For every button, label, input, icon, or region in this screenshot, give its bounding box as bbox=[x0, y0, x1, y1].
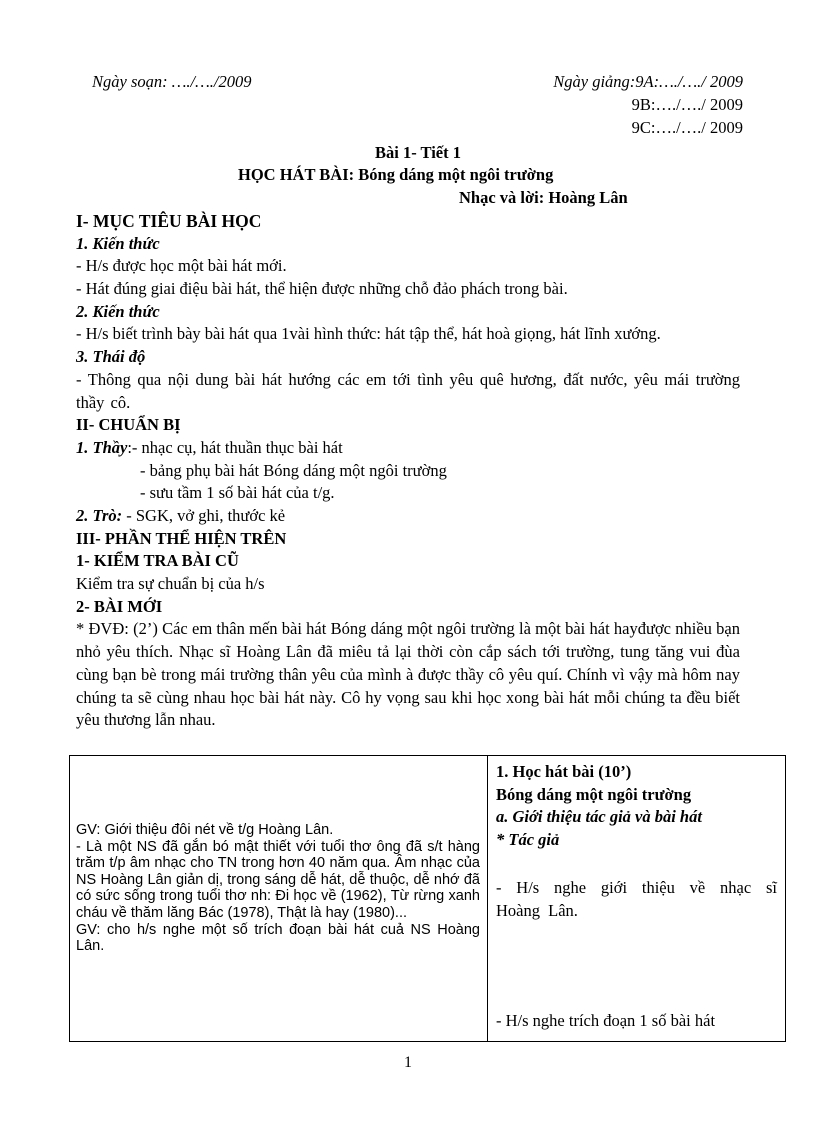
teacher-prep bbox=[76, 437, 740, 460]
teacher-item: - sưu tầm 1 số bài hát của t/g. bbox=[140, 483, 335, 503]
intro-subheading: a. Giới thiệu tác giả và bài hát bbox=[496, 807, 702, 826]
teacher-activity-line: GV: Giới thiệu đôi nét về t/g Hoàng Lân. bbox=[76, 822, 334, 838]
section3-heading: III- PHẦN THỂ HIỆN TRÊN bbox=[76, 528, 287, 548]
lesson-title: Bài 1- Tiết 1 bbox=[374, 143, 462, 162]
section1-sub3-text: - Thông qua nội dung bài hát hướng các em tới tình yêu quê hương, đất nước, yêu mái trường thầy cô. bbox=[76, 369, 740, 412]
learn-song-name: Bóng dáng một ngôi trường bbox=[496, 784, 692, 804]
song-title bbox=[238, 165, 553, 185]
learn-song-heading: 1. Học hát bài (10’) bbox=[496, 762, 632, 781]
check-heading: 1- KIỂM TRA BÀI CŨ bbox=[76, 551, 239, 571]
date-taught-9c: 9C:…./…./ 2009 bbox=[631, 118, 743, 137]
student-text: - SGK, vở ghi, thước kẻ bbox=[122, 505, 286, 525]
activity-table bbox=[69, 755, 786, 1042]
student-listen-author: - H/s nghe giới thiệu về nhạc sĩ Hoàng Lân. bbox=[496, 878, 777, 920]
section1-sub1-line: - H/s được học một bài hát mới. bbox=[76, 256, 287, 276]
author-subheading: * Tác giả bbox=[496, 829, 560, 849]
teacher-item: :- nhạc cụ, hát thuần thục bài hát bbox=[127, 437, 343, 457]
date-taught-9b: 9B:…./…./ 2009 bbox=[631, 95, 743, 114]
section1-sub1-line: - Hát đúng giai điệu bài hát, thể hiện được những chỗ đảo phách trong bài. bbox=[76, 279, 568, 299]
date-prepared: Ngày soạn: …./…./2009 bbox=[92, 72, 252, 91]
student-activity-column bbox=[488, 756, 785, 1041]
teacher-item: - bảng phụ bài hát Bóng dáng một ngôi trường bbox=[140, 460, 447, 480]
page-number: 1 bbox=[404, 1054, 412, 1071]
song-prefix: HỌC HÁT BÀI: bbox=[238, 165, 355, 184]
section2-heading: II- CHUẨN BỊ bbox=[76, 415, 181, 435]
lesson-body bbox=[76, 210, 740, 732]
section1-sub1: 1. Kiến thức bbox=[76, 233, 160, 253]
teacher-activity-line: - Là một NS đã gắn bó mật thiết với tuổi thơ ông đã s/t hàng trăm t/p âm nhạc cho TN trong hơn 40 năm qua. Âm nhạc của NS Hoàng Lân giản dị, trong sáng dễ hát, dễ thuộc, dễ nhớ đã có sức sống trong tuổi thơ nh: Đi học về (1962), Từ rừng xanh cháu về thăm lăng Bác (1978), Thật là hay (1980)... bbox=[76, 838, 480, 921]
song-author: Nhạc và lời: Hoàng Lân bbox=[459, 188, 628, 207]
section1-sub3: 3. Thái độ bbox=[76, 347, 146, 367]
song-name: Bóng dáng một ngôi trường bbox=[358, 165, 554, 184]
section1-heading: I- MỤC TIÊU BÀI HỌC bbox=[76, 211, 262, 231]
section1-sub2: 2. Kiến thức bbox=[76, 301, 160, 321]
teacher-activity-line: GV: cho h/s nghe một số trích đoạn bài hát cuả NS Hoàng Lân. bbox=[76, 921, 480, 955]
new-lesson-heading: 2- BÀI MỚI bbox=[76, 596, 163, 616]
student-listen-excerpt: - H/s nghe trích đoạn 1 số bài hát bbox=[496, 1011, 716, 1030]
student-prep bbox=[76, 505, 740, 528]
teacher-label: 1. Thầy bbox=[76, 437, 128, 457]
intro-paragraph: * ĐVĐ: (2’) Các em thân mến bài hát Bóng dáng một ngôi trường là một bài hát hayđược nhiều bạn nhỏ yêu thích. Nhạc sĩ Hoàng Lân đã miêu tả lại thời còn cắp sách tới trường, tung tăng vui đùa cùng bạn bè trong mái trường thân yêu của mình à được thầy cô yêu quí. Chính vì vậy mà hôm nay chúng ta sẽ cùng nhau học bài hát này. Cô hy vọng sau khi học xong bài hát mỗi chúng ta đều biết yêu thương lẫn nhau. bbox=[76, 619, 740, 730]
check-text: Kiểm tra sự chuẩn bị của h/s bbox=[76, 574, 265, 594]
student-label: 2. Trò: bbox=[76, 505, 123, 525]
section1-sub2-line: - H/s biết trình bày bài hát qua 1vài hình thức: hát tập thể, hát hoà giọng, hát lĩnh xướng. bbox=[76, 324, 661, 344]
date-taught-9a: Ngày giảng:9A:…./…./ 2009 bbox=[553, 72, 743, 91]
teacher-activity-column bbox=[70, 756, 488, 1041]
